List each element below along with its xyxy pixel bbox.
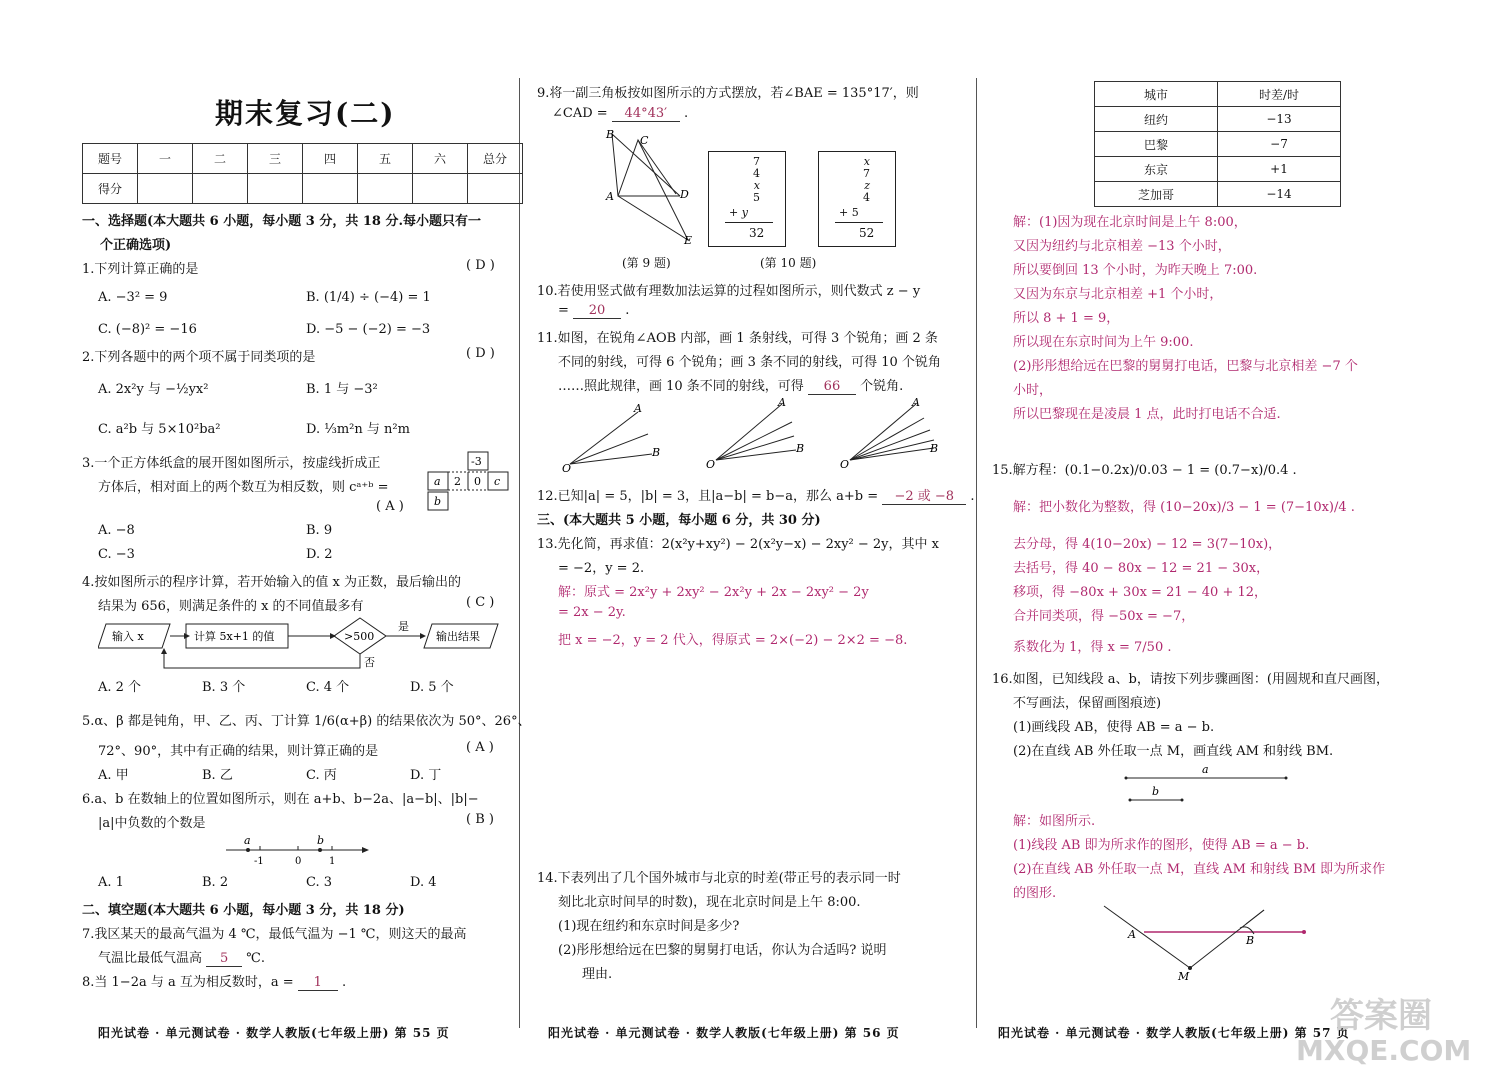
q11-line3-text: ……照此规律，画 10 条不同的射线，可得 bbox=[558, 379, 804, 394]
flow-no-label: 否 bbox=[364, 656, 375, 669]
q12-blank: −2 或 −8 bbox=[882, 485, 966, 505]
q4-option-a: A. 2 个 bbox=[98, 680, 142, 695]
angle-rays-figure bbox=[560, 398, 950, 476]
q2-answer: ( D ) bbox=[466, 346, 495, 361]
q14-solution-line: 解：(1)因为现在北京时间是上午 8:00， bbox=[1013, 215, 1247, 230]
q3-answer: ( A ) bbox=[376, 499, 404, 514]
q9-blank: 44°43′ bbox=[612, 106, 680, 122]
fig9-label-B: B bbox=[606, 128, 615, 141]
q1-answer: ( D ) bbox=[466, 258, 495, 273]
q7-blank: 5 bbox=[206, 951, 242, 967]
section-2-title: 二、填空题(本大题共 6 小题，每小题 3 分，共 18 分) bbox=[82, 903, 405, 918]
tz-diff: −13 bbox=[1218, 107, 1341, 132]
score-cell bbox=[413, 174, 468, 204]
time-zone-table bbox=[1094, 81, 1341, 207]
net-label-b: b bbox=[434, 495, 442, 508]
fig11-2-A: A bbox=[778, 398, 786, 409]
fig10-left-sum: 32 bbox=[749, 226, 765, 240]
q15-solution-line: 系数化为 1，得 x = 7/50 . bbox=[1013, 640, 1172, 655]
q6-option-d: D. 4 bbox=[410, 875, 437, 890]
watermark-logo-text: 答案圈 bbox=[1330, 996, 1432, 1036]
q8-text: 8.当 1−2a 与 a 互为相反数时，a = bbox=[82, 975, 294, 990]
segments-ab-figure bbox=[1120, 762, 1300, 806]
score-table bbox=[82, 143, 523, 204]
q9-line2-text: ∠CAD = bbox=[552, 106, 608, 121]
score-header-cell: 一 bbox=[138, 144, 193, 174]
q16-solution-line: 的图形. bbox=[1013, 886, 1057, 901]
q14-solution-line: 又因为东京与北京相差 +1 个小时， bbox=[1013, 287, 1223, 302]
fig10-right-d4: 4 bbox=[863, 191, 870, 204]
footer-right: 阳光试卷 · 单元测试卷 · 数学人教版(七年级上册) 第 57 页 bbox=[998, 1026, 1350, 1040]
q5-option-b: B. 乙 bbox=[202, 768, 233, 783]
fig9-label-C: C bbox=[640, 134, 649, 147]
score-header-cell: 五 bbox=[358, 144, 413, 174]
fig10-right-sum: 52 bbox=[859, 226, 875, 240]
q4-option-b: B. 3 个 bbox=[202, 680, 246, 695]
q7-unit: ℃. bbox=[246, 951, 265, 966]
q2-option-c: C. a²b 与 5×10²ba² bbox=[98, 422, 221, 437]
score-cell bbox=[358, 174, 413, 204]
score-row-label: 得分 bbox=[83, 174, 138, 204]
q14-line2: 刻比北京时间早的时数)，现在北京时间是上午 8:00. bbox=[558, 895, 861, 910]
tz-header-diff: 时差/时 bbox=[1218, 82, 1341, 107]
tz-header-city: 城市 bbox=[1095, 82, 1218, 107]
program-flowchart bbox=[98, 616, 508, 672]
axis-tick-0: 0 bbox=[295, 856, 302, 867]
axis-label-a: a bbox=[244, 834, 251, 847]
q3-option-c: C. −3 bbox=[98, 547, 135, 562]
q16-solution-line: (1)线段 AB 即为所求作的图形，使得 AB = a − b. bbox=[1013, 838, 1310, 853]
triangle-boards-figure bbox=[600, 126, 700, 266]
q6-answer: ( B ) bbox=[466, 812, 494, 827]
q13-solution-1: 解：原式 = 2x²y + 2xy² − 2x²y + 2x − 2xy² − 2y bbox=[558, 585, 869, 600]
q3-line2: 方体后，相对面上的两个数互为相反数，则 cᵃ⁺ᵇ = bbox=[98, 480, 389, 495]
q15-stem: 15.解方程：(0.1−0.2x)/0.03 − 1 = (0.7−x)/0.4 . bbox=[992, 463, 1297, 478]
score-cell bbox=[248, 174, 303, 204]
score-header-cell: 三 bbox=[248, 144, 303, 174]
q1-option-d: D. −5 − (−2) = −3 bbox=[306, 322, 431, 337]
q4-line1: 4.按如图所示的程序计算，若开始输入的值 x 为正数，最后输出的 bbox=[82, 575, 461, 590]
column-divider-right bbox=[976, 78, 977, 1028]
tz-diff: +1 bbox=[1218, 157, 1341, 182]
fig10-left-d4: 5 bbox=[753, 191, 760, 204]
q14-line5: 理由. bbox=[582, 967, 613, 982]
fig9-label-D: D bbox=[680, 188, 689, 201]
q11-line3 bbox=[558, 375, 903, 395]
footer-middle: 阳光试卷 · 单元测试卷 · 数学人教版(七年级上册) 第 56 页 bbox=[548, 1026, 900, 1040]
q4-answer: ( C ) bbox=[466, 595, 495, 610]
flow-calc-label: 计算 5x+1 的值 bbox=[194, 630, 275, 643]
q10-eq: = bbox=[558, 303, 569, 318]
net-label-top: -3 bbox=[471, 455, 482, 468]
q9-line1: 9.将一副三角板按如图所示的方式摆放，若∠BAE = 135°17′，则 bbox=[537, 86, 919, 101]
footer-left: 阳光试卷 · 单元测试卷 · 数学人教版(七年级上册) 第 55 页 bbox=[98, 1026, 450, 1040]
fig11-2-O: O bbox=[706, 458, 716, 471]
tz-city: 纽约 bbox=[1095, 107, 1218, 132]
q4-option-d: D. 5 个 bbox=[410, 680, 454, 695]
fig10-left-d5: + y bbox=[729, 206, 748, 219]
watermark-url: MXQE.COM bbox=[1296, 1034, 1472, 1067]
q5-option-a: A. 甲 bbox=[98, 768, 129, 783]
q10-blank: 20 bbox=[573, 303, 621, 319]
flow-yes-label: 是 bbox=[398, 620, 409, 633]
score-cell bbox=[303, 174, 358, 204]
fig10-left-box bbox=[708, 151, 786, 247]
q15-solution-line: 去括号，得 40 − 80x − 12 = 21 − 30x， bbox=[1013, 561, 1270, 576]
tz-diff: −7 bbox=[1218, 132, 1341, 157]
fig11-1-A: A bbox=[634, 402, 642, 415]
q3-line1: 3.一个正方体纸盒的展开图如图所示，按虚线折成正 bbox=[82, 456, 381, 471]
construction-figure bbox=[1098, 900, 1314, 984]
q14-solution-line: 所以要倒回 13 个小时，为昨天晚上 7:00. bbox=[1013, 263, 1258, 278]
q5-option-d: D. 丁 bbox=[410, 768, 442, 783]
number-line-figure bbox=[222, 834, 372, 868]
tz-city: 巴黎 bbox=[1095, 132, 1218, 157]
q16-solution-line: (2)在直线 AB 外任取一点 M，直线 AM 和射线 BM 即为所求作 bbox=[1013, 862, 1386, 877]
q3-option-a: A. −8 bbox=[98, 523, 135, 538]
q16-line1: 16.如图，已知线段 a、b，请按下列步骤画图：(用圆规和直尺画图， bbox=[992, 672, 1389, 687]
q7-line1: 7.我区某天的最高气温为 4 ℃，最低气温为 −1 ℃，则这天的最高 bbox=[82, 927, 467, 942]
q14-solution-line: 所以巴黎现在是凌晨 1 点，此时打电话不合适. bbox=[1013, 407, 1281, 422]
score-cell bbox=[468, 174, 523, 204]
score-header-cell: 总分 bbox=[468, 144, 523, 174]
fig10-right-d5: + 5 bbox=[839, 206, 859, 219]
fig16-label-M: M bbox=[1178, 970, 1190, 983]
q13-line2: = −2，y = 2. bbox=[558, 561, 645, 576]
q16-solution-line: 解：如图所示. bbox=[1013, 814, 1096, 829]
q3-option-b: B. 9 bbox=[306, 523, 333, 538]
q2-option-b: B. 1 与 −3² bbox=[306, 382, 378, 397]
score-header-cell: 题号 bbox=[83, 144, 138, 174]
q12-line bbox=[537, 485, 975, 505]
score-header-cell: 六 bbox=[413, 144, 468, 174]
q14-solution-line: 又因为纽约与北京相差 −13 个小时， bbox=[1013, 239, 1231, 254]
tz-city: 东京 bbox=[1095, 157, 1218, 182]
q8-end: . bbox=[341, 975, 347, 990]
q12-end: . bbox=[970, 489, 975, 504]
fig10-left-d2: 4 bbox=[753, 167, 760, 180]
q15-solution-line: 解：把小数化为整数，得 (10−20x)/3 − 1 = (7−10x)/4 . bbox=[1013, 500, 1355, 515]
fig16-label-B: B bbox=[1246, 934, 1255, 947]
fig11-1-O: O bbox=[562, 462, 572, 475]
axis-tick-minus1: -1 bbox=[254, 856, 264, 867]
fig10-caption: (第 10 题) bbox=[760, 256, 817, 270]
fig11-3-O: O bbox=[840, 458, 850, 471]
fig9-label-A: A bbox=[606, 190, 614, 203]
axis-label-b: b bbox=[317, 834, 325, 847]
q16-line2: 不写画法，保留画图痕迹) bbox=[1013, 696, 1162, 711]
fig11-2-B: B bbox=[796, 442, 805, 455]
q10-line1: 10.若使用竖式做有理数加法运算的过程如图所示，则代数式 z − y bbox=[537, 284, 921, 299]
fig10-right-d1: x bbox=[863, 155, 870, 168]
q1-option-c: C. (−8)² = −16 bbox=[98, 322, 197, 337]
q15-solution-line: 合并同类项，得 −50x = −7， bbox=[1013, 609, 1195, 624]
q14-solution-line: 所以现在东京时间为上午 9:00. bbox=[1013, 335, 1194, 350]
q5-option-c: C. 丙 bbox=[306, 768, 337, 783]
q10-line2 bbox=[558, 303, 629, 319]
q6-line1: 6.a、b 在数轴上的位置如图所示，则在 a+b、b−2a、|a−b|、|b|− bbox=[82, 792, 479, 807]
q9-end: . bbox=[683, 106, 689, 121]
q11-line1: 11.如图，在锐角∠AOB 内部，画 1 条射线，可得 3 个锐角；画 2 条 bbox=[537, 331, 938, 346]
q2-stem: 2.下列各题中的两个项不属于同类项的是 bbox=[82, 350, 316, 365]
net-label-2: 2 bbox=[454, 475, 461, 488]
q15-solution-line: 移项，得 −80x + 30x = 21 − 40 + 12， bbox=[1013, 585, 1268, 600]
column-divider-left bbox=[519, 78, 520, 1028]
q13-solution-3: 把 x = −2，y = 2 代入，得原式 = 2×(−2) − 2×2 = −8. bbox=[558, 633, 908, 648]
q5-line2: 72°、90°，其中有正确的结果，则计算正确的是 bbox=[98, 744, 379, 759]
page-title: 期末复习(二) bbox=[215, 97, 396, 130]
q7-line2 bbox=[98, 947, 265, 967]
q12-text: 12.已知|a| = 5，|b| = 3，且|a−b| = b−a，那么 a+b = bbox=[537, 489, 879, 504]
net-label-a: a bbox=[434, 475, 441, 488]
score-cell bbox=[138, 174, 193, 204]
fig11-3-B: B bbox=[930, 442, 939, 455]
fig9-label-E: E bbox=[684, 234, 693, 247]
net-label-c: c bbox=[494, 475, 501, 488]
section-3-title: 三、(本大题共 5 小题，每小题 6 分，共 30 分) bbox=[537, 513, 821, 528]
q9-line2 bbox=[552, 106, 688, 122]
q4-option-c: C. 4 个 bbox=[306, 680, 350, 695]
tz-city: 芝加哥 bbox=[1095, 182, 1218, 207]
q6-line2: |a|中负数的个数是 bbox=[98, 816, 206, 831]
q14-solution-line: (2)彤彤想给远在巴黎的舅舅打电话，巴黎与北京相差 −7 个 bbox=[1013, 359, 1358, 374]
net-label-0: 0 bbox=[474, 475, 481, 488]
flow-output-label: 输出结果 bbox=[436, 630, 480, 643]
q13-line1: 13.先化简，再求值：2(x²y+xy²) − 2(x²y−x) − 2xy² − 2y，其中 x bbox=[537, 537, 939, 552]
fig11-1-B: B bbox=[652, 446, 661, 459]
section-1-title-cont: 个正确选项) bbox=[100, 238, 172, 253]
q1-stem: 1.下列计算正确的是 bbox=[82, 262, 199, 277]
fig10-right-d3: z bbox=[864, 179, 870, 192]
fig16-label-A: A bbox=[1128, 928, 1136, 941]
q2-option-a: A. 2x²y 与 −½yx² bbox=[98, 382, 209, 397]
q2-option-d: D. ⅓m²n 与 n²m bbox=[306, 422, 410, 437]
tz-diff: −14 bbox=[1218, 182, 1341, 207]
flow-condition-label: >500 bbox=[344, 630, 375, 643]
score-header-cell: 四 bbox=[303, 144, 358, 174]
section-1-title: 一、选择题(本大题共 6 小题，每小题 3 分，共 18 分.每小题只有一 bbox=[82, 214, 482, 229]
q14-solution-line: 小时， bbox=[1013, 383, 1053, 398]
q11-line3-end: 个锐角. bbox=[860, 379, 904, 394]
q1-option-a: A. −3² = 9 bbox=[98, 290, 168, 305]
fig9-caption: (第 9 题) bbox=[622, 256, 671, 270]
q5-line1: 5.α、β 都是钝角，甲、乙、丙、丁计算 1/6(α+β) 的结果依次为 50°、26°、 bbox=[82, 714, 531, 729]
q16-line4: (2)在直线 AB 外任取一点 M，画直线 AM 和射线 BM. bbox=[1013, 744, 1334, 759]
fig10-right-box bbox=[818, 151, 896, 247]
fig10-left-d3: x bbox=[753, 179, 760, 192]
score-header-cell: 二 bbox=[193, 144, 248, 174]
q5-answer: ( A ) bbox=[466, 740, 494, 755]
flow-input-label: 输入 x bbox=[112, 630, 144, 643]
cube-net-figure bbox=[426, 450, 512, 514]
fig10-left-d1: 7 bbox=[753, 155, 760, 168]
q11-blank: 66 bbox=[808, 379, 856, 395]
q14-line4: (2)彤彤想给远在巴黎的舅舅打电话，你认为合适吗? 说明 bbox=[558, 943, 887, 958]
q8-blank: 1 bbox=[298, 975, 338, 991]
q15-solution-line: 去分母，得 4(10−20x) − 12 = 3(7−10x)， bbox=[1013, 537, 1282, 552]
fig10-right-d2: 7 bbox=[863, 167, 870, 180]
q8-line bbox=[82, 971, 346, 991]
q6-option-b: B. 2 bbox=[202, 875, 229, 890]
q14-line1: 14.下表列出了几个国外城市与北京的时差(带正号的表示同一时 bbox=[537, 871, 901, 886]
q10-end: . bbox=[625, 303, 630, 318]
axis-tick-1: 1 bbox=[329, 856, 336, 867]
score-cell bbox=[193, 174, 248, 204]
q1-option-b: B. (1/4) ÷ (−4) = 1 bbox=[306, 290, 431, 305]
q4-line2: 结果为 656，则满足条件的 x 的不同值最多有 bbox=[98, 599, 364, 614]
segment-a-label: a bbox=[1202, 763, 1209, 776]
segment-b-label: b bbox=[1152, 785, 1160, 798]
q16-line3: (1)画线段 AB，使得 AB = a − b. bbox=[1013, 720, 1215, 735]
q11-line2: 不同的射线，可得 6 个锐角；画 3 条不同的射线，可得 10 个锐角 bbox=[558, 355, 941, 370]
q3-option-d: D. 2 bbox=[306, 547, 333, 562]
q7-line2-text: 气温比最低气温高 bbox=[98, 951, 203, 966]
q13-solution-2: = 2x − 2y. bbox=[558, 605, 626, 620]
fig11-3-A: A bbox=[912, 398, 920, 409]
q6-option-a: A. 1 bbox=[98, 875, 124, 890]
q14-line3: (1)现在纽约和东京时间是多少? bbox=[558, 919, 740, 934]
q14-solution-line: 所以 8 + 1 = 9， bbox=[1013, 311, 1120, 326]
q6-option-c: C. 3 bbox=[306, 875, 333, 890]
